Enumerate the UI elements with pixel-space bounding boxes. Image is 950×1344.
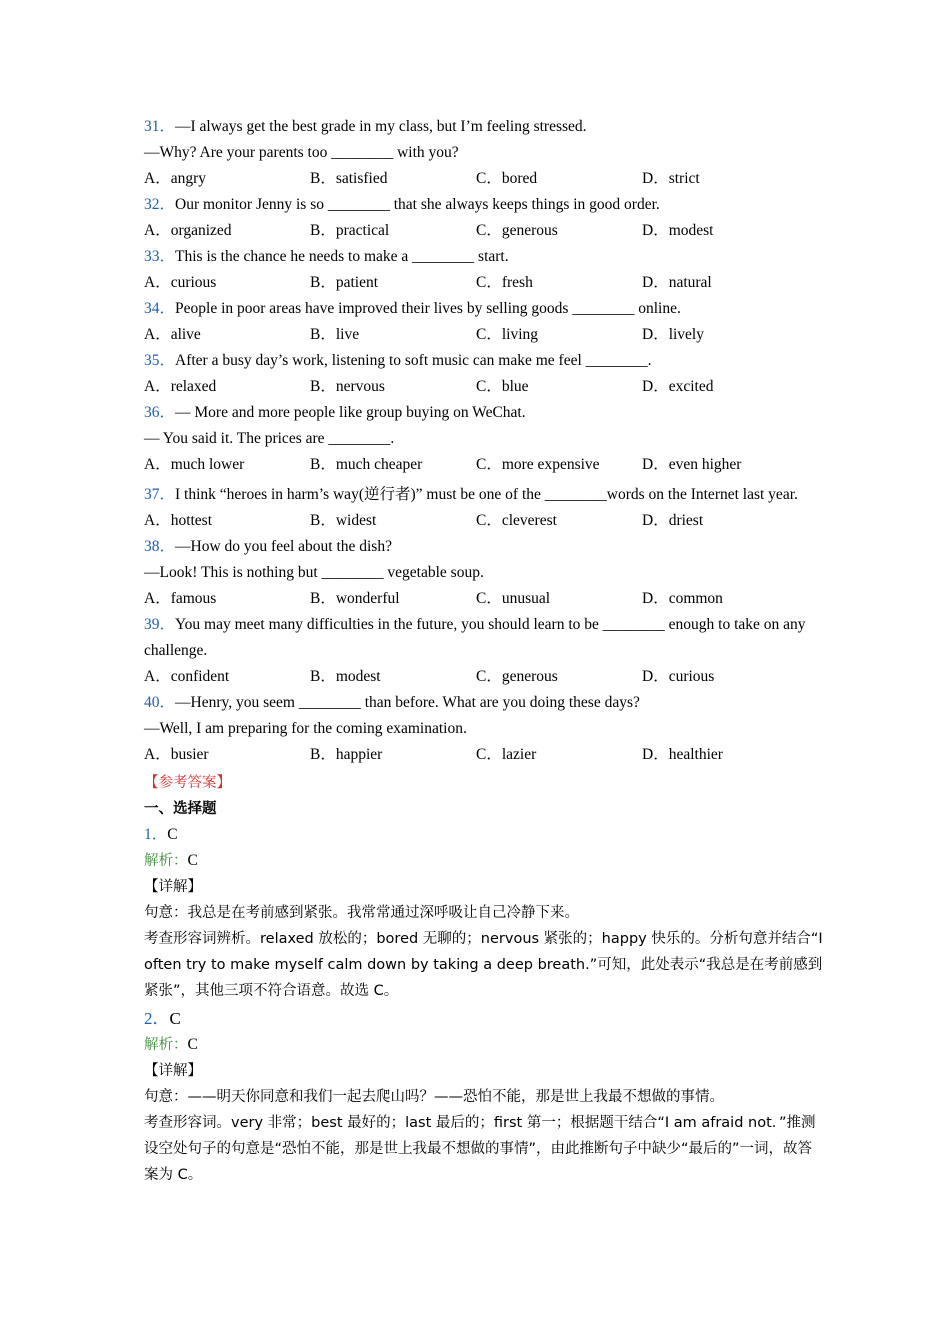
option-d: D．modest — [642, 222, 714, 239]
question-text-line: —Look! This is nothing but ________ vegetable soup. — [144, 564, 484, 581]
question-number: 32． — [144, 196, 176, 213]
option-c: C．cleverest — [476, 512, 557, 529]
option-b: B．wonderful — [310, 590, 400, 607]
option-d: D．common — [642, 590, 723, 607]
option-d: D．driest — [642, 512, 704, 529]
option-a: A．famous — [144, 590, 217, 607]
question-text: After a busy day’s work, listening to soft music can make me feel ________. — [175, 352, 652, 369]
answer-item-2 — [144, 1006, 824, 1188]
option-a: A．angry — [144, 170, 206, 187]
option-a: A．hottest — [144, 512, 213, 529]
options-row — [144, 270, 824, 296]
question-text: People in poor areas have improved their lives by selling goods ________ online. — [175, 300, 681, 317]
option-d: D．excited — [642, 378, 714, 395]
question-number: 34． — [144, 300, 176, 317]
option-a: A．curious — [144, 274, 217, 291]
option-d: D．even higher — [642, 456, 742, 473]
options-row — [144, 508, 824, 534]
option-c: C．living — [476, 326, 539, 343]
option-c: C．fresh — [476, 274, 533, 291]
option-b: B．happier — [310, 746, 383, 763]
question-number: 31． — [144, 118, 176, 135]
option-d: D．natural — [642, 274, 712, 291]
options-row — [144, 664, 824, 690]
question-number: 36． — [144, 404, 176, 421]
option-b: B．nervous — [310, 378, 385, 395]
answer-number: 1． — [144, 826, 168, 843]
question-number: 38． — [144, 538, 176, 555]
question-37 — [144, 482, 824, 534]
question-text: This is the chance he needs to make a ________ start. — [175, 248, 509, 265]
question-text: Our monitor Jenny is so ________ that she always keeps things in good order. — [175, 196, 660, 213]
option-c: C．generous — [476, 668, 558, 685]
question-text: You may meet many difficulties in the future, you should learn to be ________ enough to take on any challenge. — [144, 616, 806, 659]
detail-label: 【详解】 — [144, 879, 202, 895]
section-title: 一、选择题 — [144, 801, 217, 817]
options-row — [144, 322, 824, 348]
option-b: B．satisfied — [310, 170, 388, 187]
question-32 — [144, 192, 824, 244]
option-b: B．practical — [310, 222, 390, 239]
question-number: 37． — [144, 486, 176, 503]
answer-value: C — [169, 1009, 181, 1028]
detail-paragraph: 句意：——明天你同意和我们一起去爬山吗？——恐怕不能，那是世上我最不想做的事情。 — [144, 1089, 724, 1105]
option-c: C．blue — [476, 378, 529, 395]
document-page — [144, 114, 824, 1188]
answer-item-1 — [144, 822, 824, 1004]
question-text: —Henry, you seem ________ than before. What are you doing these days? — [175, 694, 640, 711]
options-row — [144, 218, 824, 244]
option-c: C．unusual — [476, 590, 551, 607]
answer-key-header: 【参考答案】 — [144, 775, 231, 791]
analysis-value: C — [187, 1036, 198, 1053]
option-a: A．organized — [144, 222, 232, 239]
question-number: 40． — [144, 694, 176, 711]
question-34 — [144, 296, 824, 348]
question-35 — [144, 348, 824, 400]
option-a: A．confident — [144, 668, 230, 685]
option-b: B．live — [310, 326, 360, 343]
detail-paragraph: 考查形容词。very 非常；best 最好的；last 最后的；first 第一；根据题干结合“I am afraid not．”推测设空处句子的句意是“恐怕不能，那是世上我最不想做的事情”，由此推断句子中缺少“最后的”一词，故答案为 C。 — [144, 1115, 816, 1183]
option-b: B．patient — [310, 274, 379, 291]
question-36 — [144, 400, 824, 478]
option-c: C．more expensive — [476, 456, 600, 473]
detail-label: 【详解】 — [144, 1063, 202, 1079]
option-d: D．lively — [642, 326, 704, 343]
option-c: C．bored — [476, 170, 538, 187]
option-a: A．much lower — [144, 456, 245, 473]
question-40 — [144, 690, 824, 768]
analysis-value: C — [187, 852, 198, 869]
option-c: C．lazier — [476, 746, 537, 763]
option-b: B．widest — [310, 512, 377, 529]
options-row — [144, 374, 824, 400]
analysis-label: 解析： — [144, 853, 188, 869]
question-31 — [144, 114, 824, 192]
analysis-label: 解析： — [144, 1037, 188, 1053]
answer-value: C — [167, 826, 178, 843]
question-number: 33． — [144, 248, 176, 265]
question-text: I think “heroes in harm’s way(逆行者)” must be one of the ________words on the Internet last year. — [175, 486, 798, 503]
option-d: D．healthier — [642, 746, 723, 763]
question-text: —How do you feel about the dish? — [175, 538, 392, 555]
option-a: A．relaxed — [144, 378, 217, 395]
question-33 — [144, 244, 824, 296]
options-row — [144, 742, 824, 768]
option-d: D．strict — [642, 170, 700, 187]
options-row — [144, 166, 824, 192]
answer-number: 2． — [144, 1009, 170, 1028]
question-text: —I always get the best grade in my class, but I’m feeling stressed. — [175, 118, 587, 135]
detail-paragraph: 考查形容词辨析。relaxed 放松的；bored 无聊的；nervous 紧张的；happy 快乐的。分析句意并结合“I often try to make myself calm down by taking a deep breath.”可知，此处表示“我总是在考前感到紧张”，其他三项不符合语意。故选 C。 — [144, 931, 823, 999]
detail-paragraph: 句意：我总是在考前感到紧张。我常常通过深呼吸让自己冷静下来。 — [144, 905, 579, 921]
question-text: — More and more people like group buying on WeChat. — [175, 404, 526, 421]
option-a: A．alive — [144, 326, 201, 343]
question-number: 35． — [144, 352, 176, 369]
question-number: 39． — [144, 616, 176, 633]
option-b: B．much cheaper — [310, 456, 423, 473]
question-text-line: —Well, I am preparing for the coming examination. — [144, 720, 467, 737]
question-text-line: — You said it. The prices are ________. — [144, 430, 395, 447]
question-39 — [144, 612, 824, 690]
options-row — [144, 452, 824, 478]
question-38 — [144, 534, 824, 612]
option-d: D．curious — [642, 668, 715, 685]
option-a: A．busier — [144, 746, 209, 763]
option-b: B．modest — [310, 668, 381, 685]
question-text-line: —Why? Are your parents too ________ with you? — [144, 144, 459, 161]
options-row — [144, 586, 824, 612]
option-c: C．generous — [476, 222, 558, 239]
